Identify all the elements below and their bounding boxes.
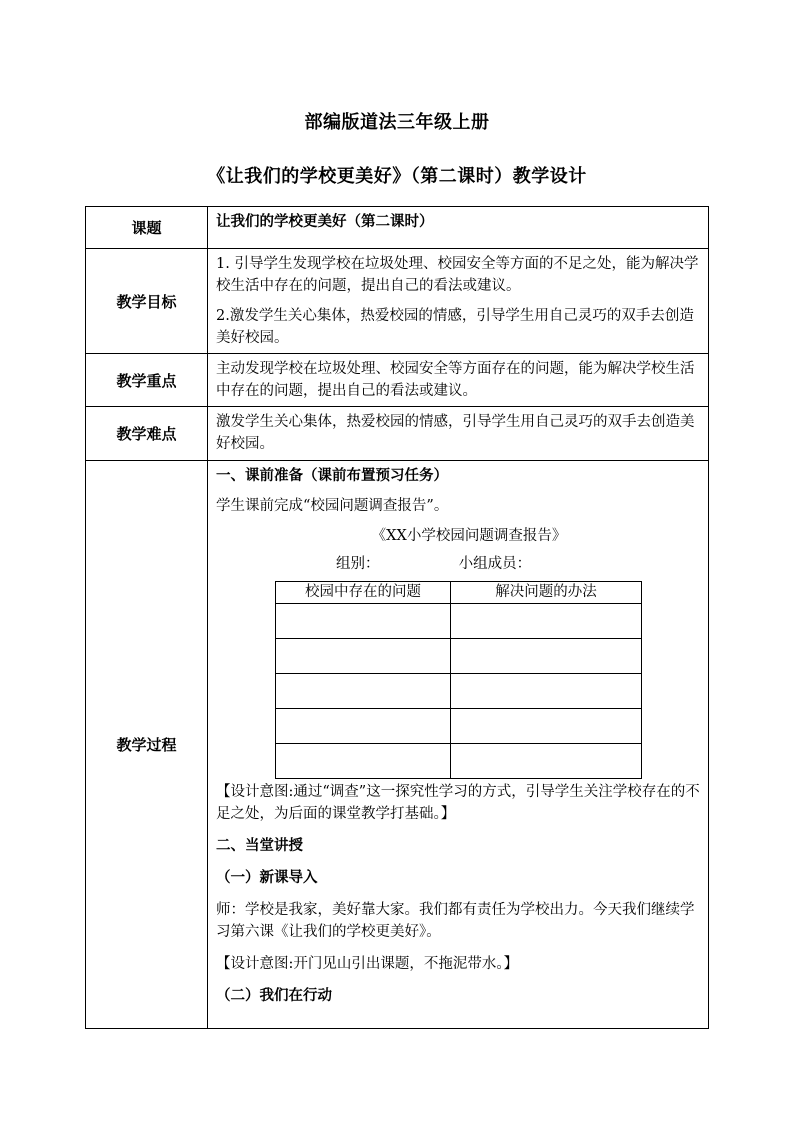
teacher-intro-text: 师：学校是我家，美好靠大家。我们都有责任为学校出力。今天我们继续学习第六课《让我们的学校更美好》。 — [216, 902, 695, 940]
label-topic: 课题 — [86, 207, 208, 249]
row-process — [86, 461, 709, 1029]
survey-header-solution: 解决问题的办法 — [451, 582, 642, 604]
goal-item-1: 1. 引导学生发现学校在垃圾处理、校园安全等方面的不足之处，能为解决学校生活中存在的问题，提出自己的看法或建议。 — [216, 256, 699, 294]
subsection-intro-heading: （一）新课导入 — [216, 869, 318, 886]
content-goals — [208, 249, 709, 354]
key-points-text: 主动发现学校在垃圾处理、校园安全等方面存在的问题，能为解决学校生活中存在的问题，提出自己的看法或建议。 — [216, 361, 695, 399]
design-intent-1: 【设计意图:通过“调查”这一探究性学习的方式，引导学生关注学校存在的不足之处，为后面的课堂教学打基础。】 — [216, 784, 700, 822]
survey-row — [276, 639, 642, 674]
subsection-action-heading: （二）我们在行动 — [216, 987, 332, 1004]
survey-header-problem: 校园中存在的问题 — [276, 582, 451, 604]
survey-row — [276, 709, 642, 744]
row-topic — [86, 207, 709, 249]
difficulty-text: 激发学生关心集体，热爱校园的情感，引导学生用自己灵巧的双手去创造美好校园。 — [216, 414, 695, 452]
members-label: 小组成员： — [458, 556, 532, 572]
label-key-points: 教学重点 — [86, 354, 208, 407]
survey-report-title: 《XX小学校园问题调查报告》 — [371, 528, 567, 544]
goal-item-2: 2.激发学生关心集体，热爱校园的情感，引导学生用自己灵巧的双手去创造美好校园。 — [216, 308, 694, 346]
survey-table — [275, 581, 642, 779]
survey-header-row — [276, 582, 642, 604]
label-process: 教学过程 — [86, 461, 208, 1029]
group-label: 组别： — [336, 556, 380, 572]
survey-cell — [276, 604, 451, 639]
topic-text: 让我们的学校更美好（第二课时） — [216, 213, 434, 230]
label-goals: 教学目标 — [86, 249, 208, 354]
row-key-points — [86, 354, 709, 407]
survey-cell — [276, 709, 451, 744]
survey-cell — [276, 744, 451, 779]
survey-row — [276, 744, 642, 779]
survey-cell — [451, 639, 642, 674]
survey-cell — [451, 709, 642, 744]
survey-cell — [276, 674, 451, 709]
lesson-plan-table — [85, 206, 709, 1029]
content-topic — [208, 207, 709, 249]
section-teaching-heading: 二、当堂讲授 — [216, 837, 303, 854]
content-difficulty — [208, 407, 709, 461]
survey-group-line — [216, 553, 702, 575]
label-difficulty: 教学难点 — [86, 407, 208, 461]
survey-cell — [276, 639, 451, 674]
survey-row — [276, 604, 642, 639]
survey-cell — [451, 744, 642, 779]
row-difficulty — [86, 407, 709, 461]
content-key-points — [208, 354, 709, 407]
doc-title-grade: 部编版道法三年级上册 — [304, 112, 490, 133]
design-intent-2: 【设计意图:开门见山引出课题，不拖泥带水。】 — [216, 956, 519, 972]
section-prep-heading: 一、课前准备（课前布置预习任务） — [216, 467, 448, 484]
doc-title-lesson: 《让我们的学校更美好》（第二课时）教学设计 — [207, 166, 587, 187]
survey-cell — [451, 604, 642, 639]
survey-row — [276, 674, 642, 709]
survey-cell — [451, 674, 642, 709]
row-goals — [86, 249, 709, 354]
prep-task-text: 学生课前完成“校园问题调查报告”。 — [216, 498, 449, 514]
content-process — [208, 461, 709, 1029]
